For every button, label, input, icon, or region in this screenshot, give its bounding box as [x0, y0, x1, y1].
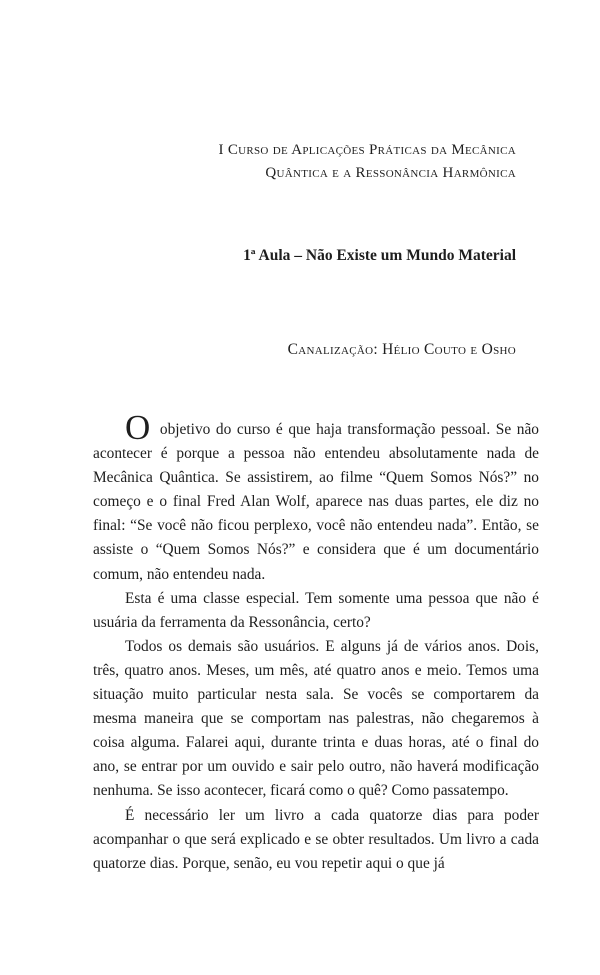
paragraph-1-text: objetivo do curso é que haja transformação pessoal. Se não acontecer é porque a pessoa não entendeu absolutamente nada de Mecânica Quântica. Se assistirem, ao filme “Quem Somos Nós?” no começo e o final Fred Alan Wolf, aparece nas duas partes, ele diz no final: “Se você não ficou perplexo, você não entendeu nada”. Então, se assiste o “Quem Somos Nós?” e considera que é um documentário comum, não entendeu nada. [93, 421, 539, 583]
paragraph-1 [93, 408, 539, 587]
lesson-title: 1ª Aula – Não Existe um Mundo Material [243, 247, 516, 264]
course-title-line-1: I Curso de Aplicações Práticas da Mecânica [218, 142, 516, 158]
paragraph-3: Todos os demais são usuários. E alguns já de vários anos. Dois, três, quatro anos. Meses, um mês, até quatro anos e meio. Temos uma situação muito particular nesta sala. Se vocês se comportarem da mesma maneira que se comportam nas palestras, não chegaremos à coisa alguma. Falarei aqui, durante trinta e duas horas, até o final do ano, se entrar por um ouvido e sair pelo outro, não haverá modificação nenhuma. Se isso acontecer, ficará como o quê? Como passatempo. [93, 637, 539, 800]
course-title-line-2: Quântica e a Ressonância Harmônica [265, 165, 516, 181]
body-text [93, 408, 539, 876]
paragraph-4: É necessário ler um livro a cada quatorze dias para poder acompanhar o que será explicado e se obter resultados. Um livro a cada quatorze dias. Porque, senão, eu vou repetir aqui o que já [93, 806, 539, 872]
channeling-credit: Canalização: Hélio Couto e Osho [287, 341, 516, 358]
drop-cap: O [125, 408, 151, 447]
paragraph-2: Esta é uma classe especial. Tem somente uma pessoa que não é usuária da ferramenta da Ressonância, certo? [93, 589, 539, 631]
course-title [218, 139, 516, 185]
